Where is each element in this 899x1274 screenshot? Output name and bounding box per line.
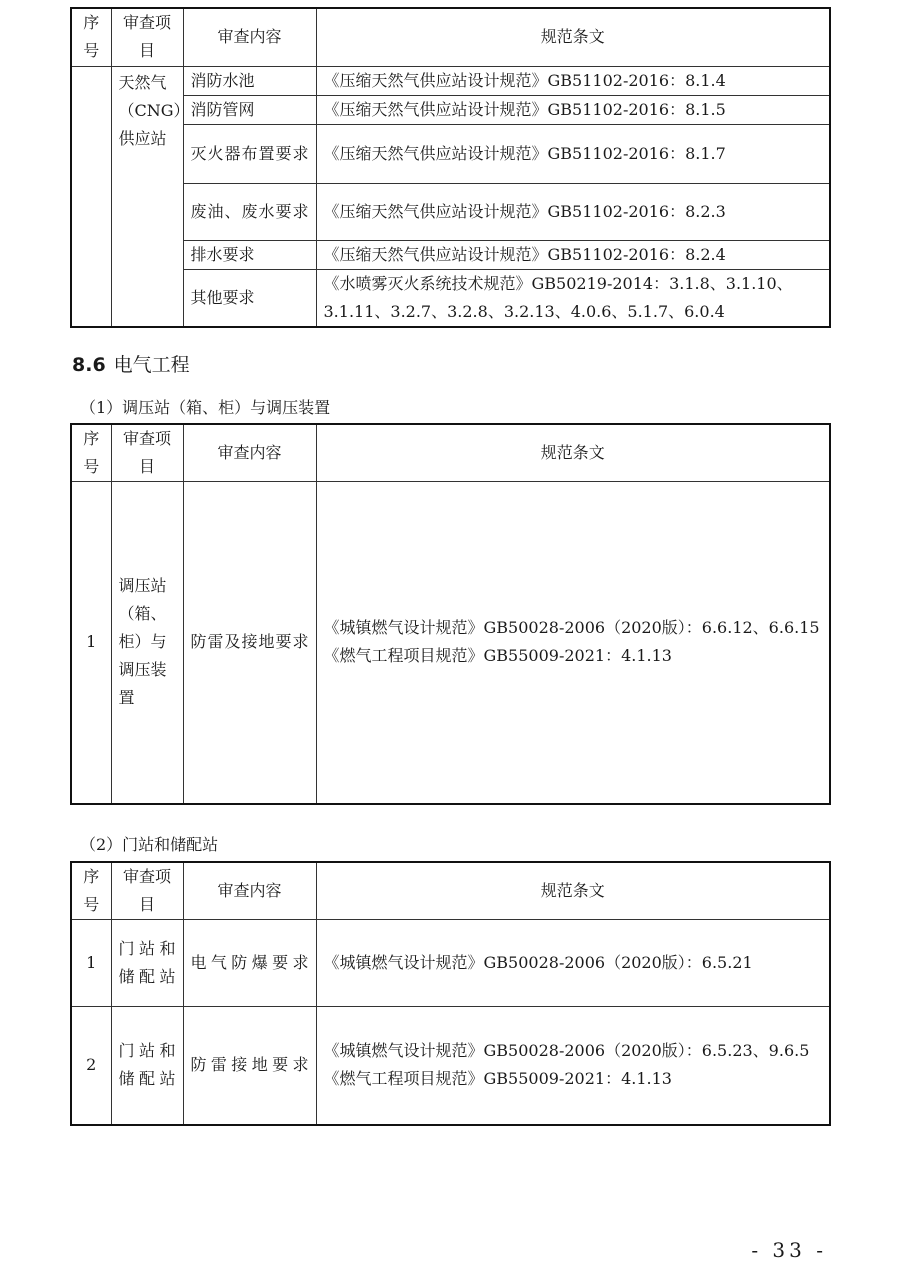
content-cell: 灭火器布置要求 bbox=[183, 124, 316, 183]
content-cell: 废油、废水要求 bbox=[183, 183, 316, 240]
seq-cell: 1 bbox=[71, 920, 111, 1007]
spec-cell: 《压缩天然气供应站设计规范》GB51102-2016：8.1.5 bbox=[316, 95, 830, 124]
content-cell: 防雷接地要求 bbox=[183, 1007, 316, 1125]
item-cell: 门站和储配站 bbox=[111, 920, 183, 1007]
table-row bbox=[71, 124, 830, 183]
content-cell: 消防水池 bbox=[183, 66, 316, 95]
spec-line: 《城镇燃气设计规范》GB50028-2006（2020版）：6.5.21 bbox=[323, 953, 753, 972]
subsection-title-1: （1）调压站（箱、柜）与调压装置 bbox=[80, 398, 331, 417]
table-row bbox=[71, 482, 830, 804]
spec-line: 《燃气工程项目规范》GB55009-2021：4.1.13 bbox=[323, 1069, 672, 1089]
header-content: 审查内容 bbox=[183, 424, 316, 482]
seq-cell: 1 bbox=[71, 482, 111, 804]
cng-fire-table bbox=[70, 7, 831, 328]
spec-cell: 《压缩天然气供应站设计规范》GB51102-2016：8.2.3 bbox=[316, 183, 830, 240]
spec-line: 《燃气工程项目规范》GB55009-2021：4.1.13 bbox=[323, 646, 672, 666]
seq-cell bbox=[71, 66, 111, 327]
header-spec: 规范条文 bbox=[316, 424, 830, 482]
header-item: 审查项目 bbox=[111, 862, 183, 920]
header-content: 审查内容 bbox=[183, 862, 316, 920]
header-item: 审查项目 bbox=[111, 8, 183, 66]
spec-cell bbox=[316, 1007, 830, 1125]
content-cell: 电气防爆要求 bbox=[183, 920, 316, 1007]
table-row bbox=[71, 920, 830, 1007]
table-header-row bbox=[71, 862, 830, 920]
table-row bbox=[71, 240, 830, 269]
header-spec: 规范条文 bbox=[316, 862, 830, 920]
item-cell: 门站和储配站 bbox=[111, 1007, 183, 1125]
header-seq: 序号 bbox=[71, 8, 111, 66]
section-title: 电气工程 bbox=[113, 354, 190, 376]
header-content: 审查内容 bbox=[183, 8, 316, 66]
section-heading bbox=[72, 350, 190, 377]
table-header-row bbox=[71, 8, 830, 66]
section-number: 8.6 bbox=[72, 354, 106, 376]
table-header-row bbox=[71, 424, 830, 482]
gate-station-table bbox=[70, 861, 831, 1126]
header-item: 审查项目 bbox=[111, 424, 183, 482]
table-row bbox=[71, 66, 830, 95]
table-row bbox=[71, 269, 830, 327]
item-cell: 天然气（CNG）供应站 bbox=[111, 66, 183, 327]
content-cell: 其他要求 bbox=[183, 269, 316, 327]
spec-line: 《城镇燃气设计规范》GB50028-2006（2020版）：6.5.23、9.6.5 bbox=[323, 1041, 810, 1061]
spec-cell bbox=[316, 920, 830, 1007]
content-cell: 消防管网 bbox=[183, 95, 316, 124]
header-seq: 序号 bbox=[71, 862, 111, 920]
seq-cell: 2 bbox=[71, 1007, 111, 1125]
header-seq: 序号 bbox=[71, 424, 111, 482]
spec-cell: 《压缩天然气供应站设计规范》GB51102-2016：8.1.7 bbox=[316, 124, 830, 183]
regulator-station-table bbox=[70, 423, 831, 805]
table-row bbox=[71, 1007, 830, 1125]
table-row bbox=[71, 183, 830, 240]
header-spec: 规范条文 bbox=[316, 8, 830, 66]
spec-line: 《城镇燃气设计规范》GB50028-2006（2020版）：6.6.12、6.6.15 bbox=[323, 618, 820, 638]
content-cell: 排水要求 bbox=[183, 240, 316, 269]
spec-cell: 《水喷雾灭火系统技术规范》GB50219-2014：3.1.8、3.1.10、3.1.11、3.2.7、3.2.8、3.2.13、4.0.6、5.1.7、6.0.4 bbox=[316, 269, 830, 327]
subsection-title-2: （2）门站和储配站 bbox=[80, 835, 219, 854]
spec-cell bbox=[316, 482, 830, 804]
page-number: - 33 - bbox=[751, 1238, 827, 1262]
spec-cell: 《压缩天然气供应站设计规范》GB51102-2016：8.1.4 bbox=[316, 66, 830, 95]
content-cell: 防雷及接地要求 bbox=[183, 482, 316, 804]
item-cell: 调压站（箱、柜）与调压装置 bbox=[111, 482, 183, 804]
spec-cell: 《压缩天然气供应站设计规范》GB51102-2016：8.2.4 bbox=[316, 240, 830, 269]
